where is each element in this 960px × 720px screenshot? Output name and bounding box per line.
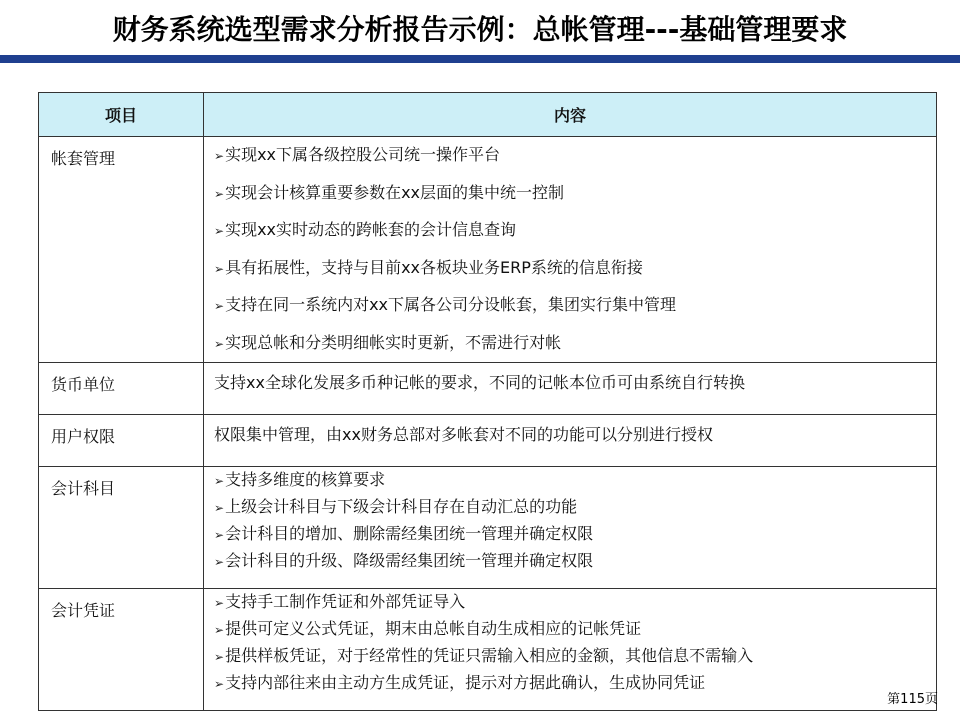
arrow-bullet-icon: ➢ — [214, 299, 225, 313]
list-item: ➢上级会计科目与下级会计科目存在自动汇总的功能 — [214, 497, 578, 516]
arrow-bullet-icon: ➢ — [214, 186, 225, 201]
row-content — [204, 589, 937, 711]
list-item: ➢具有拓展性，支持与目前xx各板块业务ERP系统的信息衔接 — [214, 257, 643, 277]
arrow-bullet-icon: ➢ — [214, 623, 225, 637]
list-item: ➢支持多维度的核算要求 — [214, 470, 386, 489]
table-header-row — [39, 93, 937, 137]
row-text: 权限集中管理，由xx财务总部对多帐套对不同的功能可以分别进行授权 — [214, 425, 713, 444]
row-content — [204, 467, 937, 589]
header-item: 项目 — [39, 93, 204, 137]
row-label: 会计科目 — [39, 467, 204, 589]
table-row — [39, 589, 937, 711]
arrow-bullet-icon: ➢ — [214, 650, 225, 664]
list-item: ➢实现总帐和分类明细帐实时更新，不需进行对帐 — [214, 332, 562, 352]
list-item: ➢支持内部往来由主动方生成凭证，提示对方据此确认，生成协同凭证 — [214, 673, 706, 692]
row-content — [204, 137, 937, 363]
row-content — [204, 363, 937, 415]
row-label: 会计凭证 — [39, 589, 204, 711]
arrow-bullet-icon: ➢ — [214, 336, 225, 351]
table-row — [39, 415, 937, 467]
list-item: ➢提供样板凭证，对于经常性的凭证只需输入相应的金额，其他信息不需输入 — [214, 646, 754, 665]
arrow-bullet-icon: ➢ — [214, 596, 225, 610]
arrow-bullet-icon: ➢ — [214, 501, 225, 515]
table-row — [39, 137, 937, 363]
page-number: 第115页 — [887, 692, 938, 707]
arrow-bullet-icon: ➢ — [214, 555, 225, 569]
title-underline — [0, 55, 960, 63]
list-item: ➢提供可定义公式凭证，期末由总帐自动生成相应的记帐凭证 — [214, 619, 642, 638]
list-item: ➢支持在同一系统内对xx下属各公司分设帐套，集团实行集中管理 — [214, 295, 677, 314]
row-content — [204, 415, 937, 467]
list-item: ➢会计科目的升级、降级需经集团统一管理并确定权限 — [214, 551, 594, 570]
arrow-bullet-icon: ➢ — [214, 528, 225, 542]
arrow-bullet-icon: ➢ — [214, 261, 225, 276]
list-item: ➢实现xx下属各级控股公司统一操作平台 — [214, 145, 501, 164]
bullet-list — [214, 589, 936, 697]
row-label: 帐套管理 — [39, 137, 204, 363]
list-item: ➢实现xx实时动态的跨帐套的会计信息查询 — [214, 220, 517, 239]
bullet-list — [214, 137, 936, 362]
slide-title: 财务系统选型需求分析报告示例：总帐管理---基础管理要求 — [112, 13, 848, 46]
row-label: 用户权限 — [39, 415, 204, 467]
bullet-list — [214, 467, 936, 575]
table-row — [39, 363, 937, 415]
list-item: ➢实现会计核算重要参数在xx层面的集中统一控制 — [214, 182, 565, 202]
row-label: 货币单位 — [39, 363, 204, 415]
row-text: 支持xx全球化发展多币种记帐的要求，不同的记帐本位币可由系统自行转换 — [214, 373, 745, 392]
table-row — [39, 467, 937, 589]
arrow-bullet-icon: ➢ — [214, 677, 225, 691]
arrow-bullet-icon: ➢ — [214, 149, 225, 163]
arrow-bullet-icon: ➢ — [214, 224, 225, 238]
header-content: 内容 — [204, 93, 937, 137]
list-item: ➢会计科目的增加、删除需经集团统一管理并确定权限 — [214, 524, 594, 543]
list-item: ➢支持手工制作凭证和外部凭证导入 — [214, 592, 466, 611]
arrow-bullet-icon: ➢ — [214, 474, 225, 488]
requirements-table — [38, 92, 937, 711]
